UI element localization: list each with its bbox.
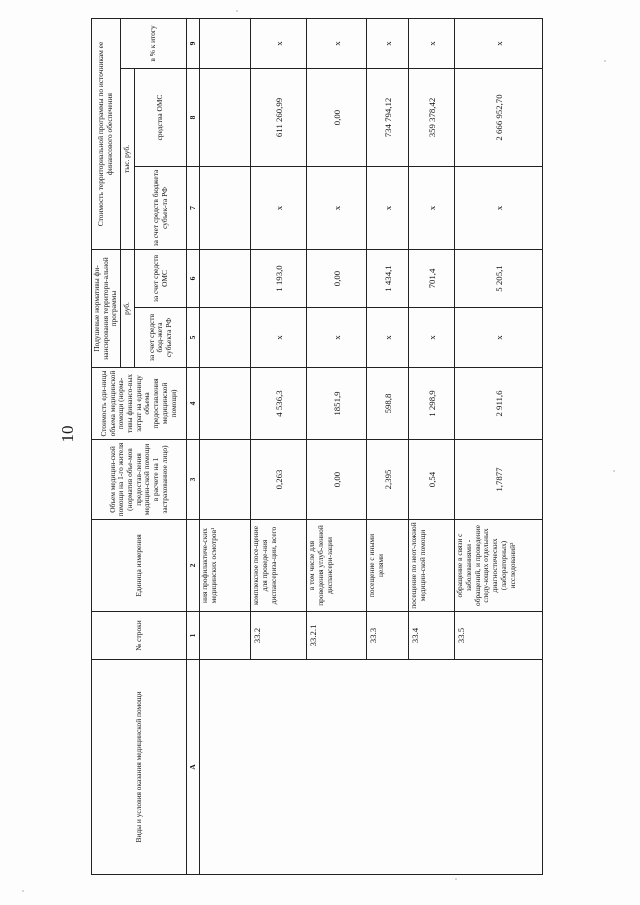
index-cell: 4 (187, 368, 200, 440)
volume-cell: 0,00 (307, 440, 367, 520)
index-cell: 2 (187, 520, 200, 612)
oms-thousand-cell: 0,00 (307, 68, 367, 166)
volume-cell (200, 440, 251, 520)
header-budget-rf-rub: за счет средств бюд-жета субъекта РФ (135, 308, 187, 368)
line-number-cell (200, 612, 251, 660)
unit-cell: обращение в связи с заболеваниями - обращений, и проведение следу-ющих отдельных диагностических (лабораторных) исследований² (455, 520, 543, 612)
index-cell: 9 (187, 18, 200, 68)
header-thousand-rub: тыс. руб. (121, 68, 135, 249)
program-cost-table (91, 18, 543, 875)
table-row (200, 18, 251, 874)
unit-cell: посещение по неот-ложной медицин-ской помощи (409, 520, 455, 612)
header-per-capita-norms: Подушевые нормативы фи-нансирования территори-альной программы (92, 249, 121, 367)
unit-cost-cell: 598,8 (367, 368, 409, 440)
unit-cell: посещение с иными целями (367, 520, 409, 612)
oms-rub-cell: 1 434,1 (367, 249, 409, 307)
percent-cell: х (367, 18, 409, 68)
index-cell: 7 (187, 166, 200, 249)
header-oms-rub: за счет средств ОМС (135, 249, 187, 307)
percent-cell: х (307, 18, 367, 68)
volume-cell: 2,395 (367, 440, 409, 520)
scan-speck (236, 10, 238, 12)
percent-cell: х (409, 18, 455, 68)
index-cell: 3 (187, 440, 200, 520)
budget-thousand-cell: х (307, 166, 367, 249)
oms-thousand-cell: 734 794,12 (367, 68, 409, 166)
oms-thousand-cell: 359 378,42 (409, 68, 455, 166)
index-cell: 6 (187, 249, 200, 307)
header-oms-thousand: средства ОМС (135, 68, 187, 166)
oms-thousand-cell (200, 68, 251, 166)
care-type-cell (200, 660, 543, 875)
header-rub: руб. (121, 249, 135, 367)
index-cell: 5 (187, 308, 200, 368)
scan-speck (22, 890, 24, 892)
line-number-cell: 33.2.1 (307, 612, 367, 660)
oms-rub-cell (200, 249, 251, 307)
volume-cell: 0,263 (251, 440, 307, 520)
budget-thousand-cell: х (409, 166, 455, 249)
unit-cell: ния профилактиче-ских медицинских осмотров¹ (200, 520, 251, 612)
header-volume-norm: Объем медицин-ской помощи на 1-го жителя (норматив объе-мов предостав-ления медицин-ской помощи в расчете на 1 застрахованное лицо) (92, 440, 187, 520)
budget-rub-cell: х (307, 308, 367, 368)
percent-cell: х (455, 18, 543, 68)
oms-thousand-cell: 611 260,99 (251, 68, 307, 166)
unit-cost-cell: 1 298,9 (409, 368, 455, 440)
budget-rub-cell: х (409, 308, 455, 368)
budget-rub-cell: х (455, 308, 543, 368)
oms-thousand-cell: 2 666 952,70 (455, 68, 543, 166)
oms-rub-cell: 0,00 (307, 249, 367, 307)
header-line-number: № строки (92, 612, 187, 660)
unit-cost-cell: 2 911,6 (455, 368, 543, 440)
line-number-cell: 33.3 (367, 612, 409, 660)
volume-cell: 0,54 (409, 440, 455, 520)
header-budget-rf-thousand: за счет средств бюджета субъек-та РФ (135, 166, 187, 249)
budget-rub-cell (200, 308, 251, 368)
header-percent-of-total: в % к итогу (121, 18, 187, 68)
line-number-cell: 33.5 (455, 612, 543, 660)
header-unit: Единица измерения (92, 520, 187, 612)
percent-cell (200, 18, 251, 68)
page-number: 10 (58, 425, 77, 443)
budget-rub-cell: х (251, 308, 307, 368)
budget-thousand-cell: х (251, 166, 307, 249)
line-number-cell: 33.4 (409, 612, 455, 660)
oms-rub-cell: 1 193,0 (251, 249, 307, 307)
header-program-cost: Стоимость территориальной программы по источникам ее финансового обеспечения (92, 18, 121, 249)
unit-cell: комплексное посе-щение для проведе-ния диспансериза-ции, всего (251, 520, 307, 612)
budget-thousand-cell: х (367, 166, 409, 249)
line-number-cell: 33.2 (251, 612, 307, 660)
index-cell: А (187, 660, 200, 875)
percent-cell: х (251, 18, 307, 68)
budget-rub-cell: х (367, 308, 409, 368)
header-care-types: Виды и условия оказания медицинской помощи (92, 660, 187, 875)
index-cell: 8 (187, 68, 200, 166)
scan-speck (613, 470, 615, 472)
unit-cost-cell: 4 536,3 (251, 368, 307, 440)
header-unit-cost: Стоимость еди-ницы объема медицинской помощи (норма-тивы финансо-вых затрат на единицу объема предоставления медицинской помощи) (92, 368, 187, 440)
volume-cell: 1,7877 (455, 440, 543, 520)
scan-speck (604, 60, 606, 62)
oms-rub-cell: 5 205,1 (455, 249, 543, 307)
oms-rub-cell: 701,4 (409, 249, 455, 307)
scan-speck (455, 878, 457, 880)
unit-cell: в том числе для проведения углуб-ленной диспансери-зации (307, 520, 367, 612)
budget-thousand-cell: х (455, 166, 543, 249)
index-cell: 1 (187, 612, 200, 660)
unit-cost-cell (200, 368, 251, 440)
unit-cost-cell: 1851,9 (307, 368, 367, 440)
rotated-table-wrapper (91, 19, 529, 875)
budget-thousand-cell (200, 166, 251, 249)
